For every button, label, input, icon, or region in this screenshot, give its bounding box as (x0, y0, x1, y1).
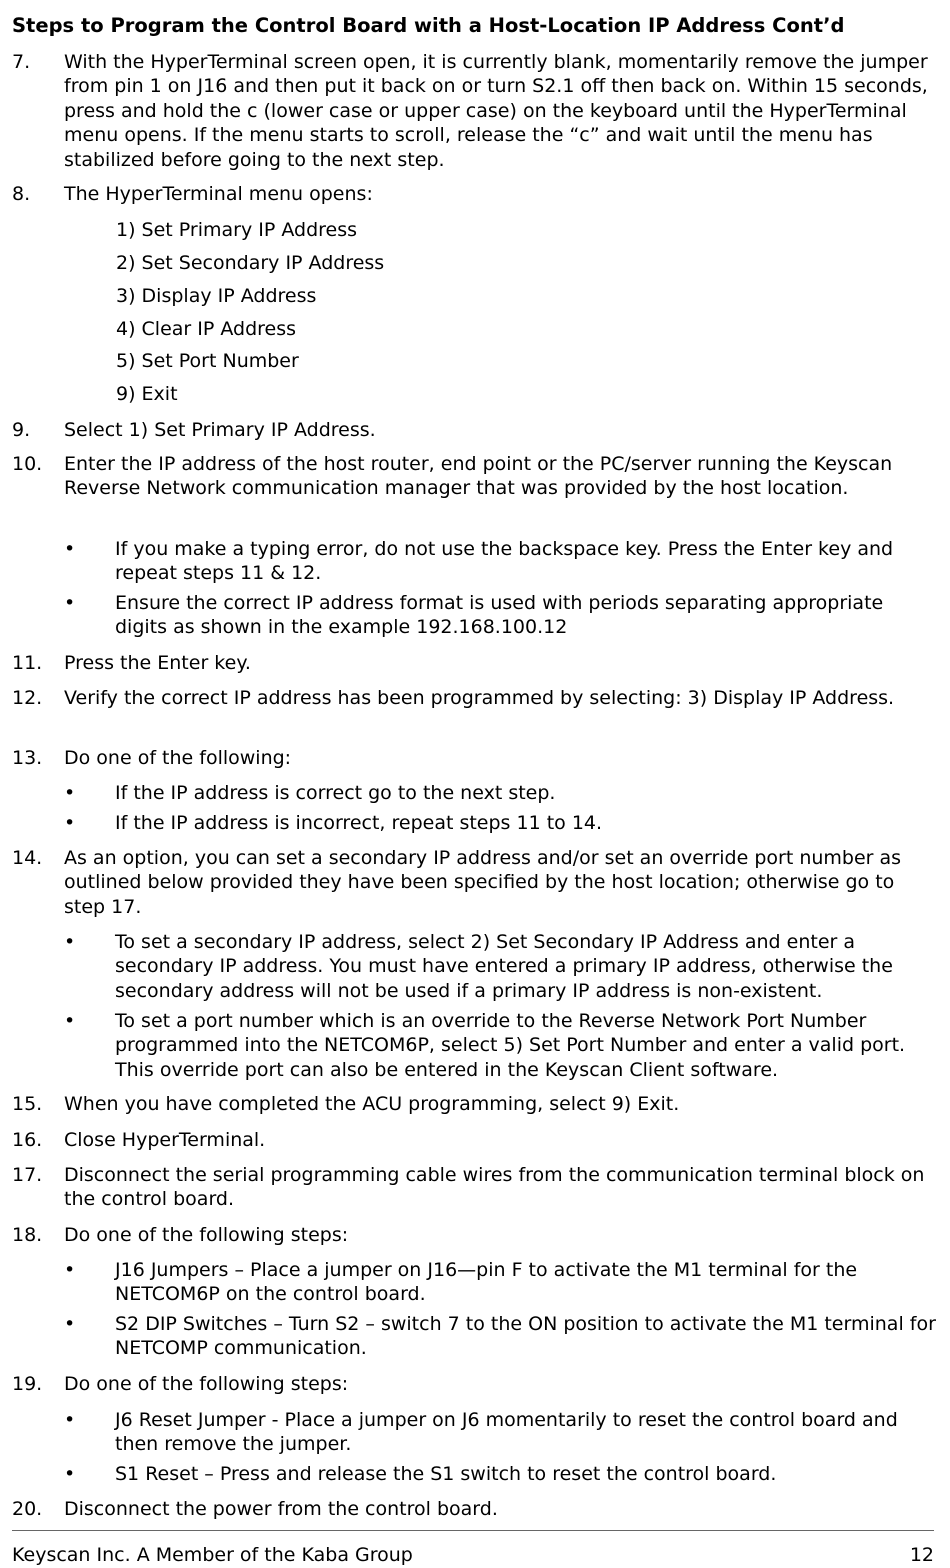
bullet-marker: • (64, 538, 76, 560)
step-text: Select 1) Set Primary IP Address. (64, 419, 376, 441)
bullet-item (60, 930, 936, 1003)
step-text: Verify the correct IP address has been programmed by selecting: 3) Display IP Address. (64, 687, 895, 709)
bullet-text: Ensure the correct IP address format is used with periods separating appropriate digits as shown in the example 192.168.100.12 (115, 592, 884, 639)
step-text: As an option, you can set a secondary IP address and/or set an override port number as outlined below provided they have been specified by the host location; otherwise go to step 17. (64, 847, 902, 918)
step-text: The HyperTerminal menu opens: (64, 183, 373, 205)
bullet-text: If the IP address is correct go to the next step. (115, 782, 556, 804)
step-12 (12, 686, 936, 710)
step-number: 11. (12, 652, 43, 674)
step-number: 18. (12, 1224, 43, 1246)
bullet-item (60, 1312, 936, 1361)
step-number: 8. (12, 183, 31, 205)
bullet-item (60, 811, 936, 835)
bullet-marker: • (64, 782, 76, 804)
step-number: 7. (12, 51, 31, 73)
bullet-item (60, 781, 936, 805)
step-text: Do one of the following steps: (64, 1224, 349, 1246)
step-text: With the HyperTerminal screen open, it is currently blank, momentarily remove the jumper from pin 1 on J16 and then put it back on or turn S2.1 off then back on. Within 15 seconds, press and hold the c (lower case or upper case) on the keyboard until the HyperTerminal menu opens. If the menu starts to scroll, release the “c” and wait until the menu has stabilized before going to the next step. (64, 51, 928, 171)
step-number: 12. (12, 687, 43, 709)
bullet-marker: • (64, 1313, 76, 1335)
bullet-text: S1 Reset – Press and release the S1 switch to reset the control board. (115, 1463, 777, 1485)
footer-divider (12, 1530, 934, 1531)
bullet-text: S2 DIP Switches – Turn S2 – switch 7 to the ON position to activate the M1 terminal for NETCOMP communication. (115, 1313, 936, 1360)
step-10 (12, 452, 936, 501)
step-text: Do one of the following steps: (64, 1373, 349, 1395)
step-number: 9. (12, 419, 31, 441)
menu-item: 2) Set Secondary IP Address (116, 252, 385, 274)
step-15 (12, 1092, 936, 1116)
bullet-text: If you make a typing error, do not use the backspace key. Press the Enter key and repeat steps 11 & 12. (115, 538, 894, 585)
step-11 (12, 651, 936, 675)
step-number: 20. (12, 1498, 43, 1520)
bullet-marker: • (64, 1463, 76, 1485)
bullet-text: To set a port number which is an override to the Reverse Network Port Number programmed into the NETCOM6P, select 5) Set Port Number and enter a valid port. This override port can also be entered in the Keyscan Client software. (115, 1010, 906, 1081)
step-text: Disconnect the serial programming cable wires from the communication terminal block on the control board. (64, 1164, 925, 1211)
step-17 (12, 1163, 936, 1212)
bullet-item (60, 1009, 936, 1082)
step-13 (12, 746, 936, 770)
step-text: Press the Enter key. (64, 652, 251, 674)
bullet-text: J16 Jumpers – Place a jumper on J16—pin F to activate the M1 terminal for the NETCOM6P on the control board. (115, 1259, 858, 1306)
step-14 (12, 846, 936, 919)
footer-company: Keyscan Inc. A Member of the Kaba Group (12, 1544, 413, 1566)
step-number: 14. (12, 847, 43, 869)
step-20 (12, 1497, 936, 1521)
menu-item: 9) Exit (116, 383, 178, 405)
menu-item: 5) Set Port Number (116, 350, 299, 372)
step-text: When you have completed the ACU programming, select 9) Exit. (64, 1093, 680, 1115)
bullet-item (60, 537, 936, 586)
bullet-marker: • (64, 1409, 76, 1431)
page-title: Steps to Program the Control Board with a Host-Location IP Address Cont’d (12, 14, 845, 37)
step-7 (12, 50, 936, 172)
bullet-text: To set a secondary IP address, select 2) Set Secondary IP Address and enter a secondary IP address. You must have entered a primary IP address, otherwise the secondary address will not be used if a primary IP address is non-existent. (115, 931, 893, 1002)
bullet-item (60, 1408, 936, 1457)
step-18 (12, 1223, 936, 1247)
bullet-marker: • (64, 812, 76, 834)
step-text: Enter the IP address of the host router, end point or the PC/server running the Keyscan Reverse Network communication manager that was provided by the host location. (64, 453, 893, 500)
menu-item: 1) Set Primary IP Address (116, 219, 358, 241)
step-number: 16. (12, 1129, 43, 1151)
bullet-marker: • (64, 931, 76, 953)
bullet-marker: • (64, 1010, 76, 1032)
step-number: 17. (12, 1164, 43, 1186)
step-number: 10. (12, 453, 43, 475)
step-text: Do one of the following: (64, 747, 292, 769)
step-text: Close HyperTerminal. (64, 1129, 266, 1151)
step-9 (12, 418, 936, 442)
step-number: 19. (12, 1373, 43, 1395)
bullet-marker: • (64, 592, 76, 614)
step-16 (12, 1128, 936, 1152)
page-number: 12 (909, 1544, 934, 1566)
bullet-marker: • (64, 1259, 76, 1281)
step-19 (12, 1372, 936, 1396)
menu-item: 3) Display IP Address (116, 285, 317, 307)
bullet-item (60, 1462, 936, 1486)
bullet-item (60, 1258, 936, 1307)
bullet-item (60, 591, 936, 640)
step-text: Disconnect the power from the control board. (64, 1498, 498, 1520)
step-number: 13. (12, 747, 43, 769)
bullet-text: J6 Reset Jumper - Place a jumper on J6 momentarily to reset the control board and then remove the jumper. (115, 1409, 898, 1456)
menu-item: 4) Clear IP Address (116, 318, 297, 340)
bullet-text: If the IP address is incorrect, repeat steps 11 to 14. (115, 812, 603, 834)
step-8 (12, 182, 936, 206)
step-number: 15. (12, 1093, 43, 1115)
